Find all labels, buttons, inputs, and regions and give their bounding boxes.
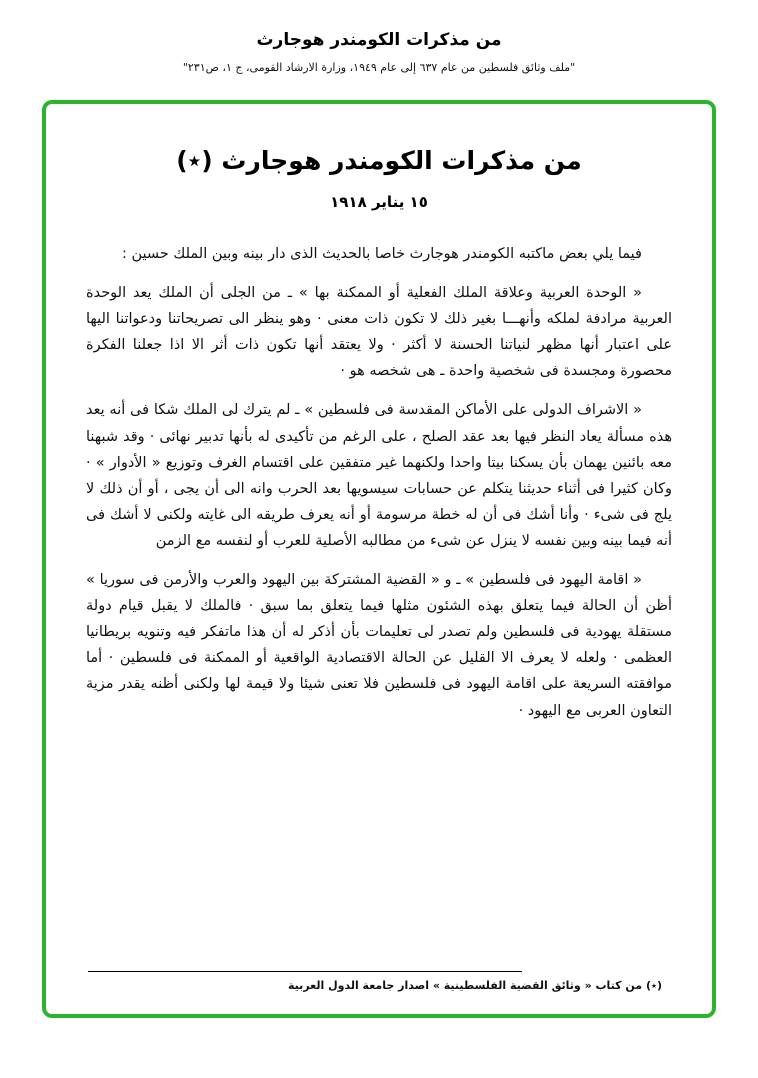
paragraph-jews-palestine: « اقامة اليهود فى فلسطين » ـ و « القضية المشتركة بين اليهود والعرب والأرمن فى سوريا » أظن أن الحالة فيما يتعلق بهذه الشئون مثلها فيما يتعلق بما سبق · فالملك لا يقبل قيام دولة مستقلة يهودية فى فلسطين ولم تصدر لى تعليمات بأن أذكر له أن هذا ماتفكر فيه وتنويه بريطانيا العظمى · ولعله لا يعرف الا القليل عن الحالة الاقتصادية الواقعية أو الممكنة فى فلسطين · أما موافقته السريعة على اقامة اليهود فى فلسطين فلا تعنى شيئا ولا قيمة لها ولكنى أظنه يقدر مزية التعاون العربى مع اليهود · [86,572,672,719]
document-title: من مذكرات الكومندر هوجارث (٭) [176,146,582,175]
paragraph-arab-unity: « الوحدة العربية وعلاقة الملك الفعلية أو الممكنة بها » ـ من الجلى أن الملك يعد الوحدة العربية مرادفة لملكه وأنهـــا بغير ذلك لا تكون ذات معنى · وهو ينظر الى تصريحاتنا ودعواتنا اليها على اعتبار أنها مظهر لنياتنا الحسنة لا أكثر · ولا يعتقد أنها تكون ذات أثر الا اذا جعلنا الفكرة محصورة ومجسدة فى شخصية واحدة ـ هى شخصه هو · [86,285,672,380]
footnote-text: (٭) من كتاب « وثائق القضية الفلسطينية » اصدار جامعة الدول العربية [288,979,662,992]
document-date: ١٥ يناير ١٩١٨ [330,193,428,211]
header-citation: "ملف وثائق فلسطين من عام ٦٣٧ إلى عام ١٩٤٩، وزارة الارشاد القومى، ج ١، ص٢٣١" [182,61,576,74]
document-green-box [42,100,716,1018]
document-body [86,241,672,737]
paragraph-intro: فيما يلي بعض ماكتبه الكومندر هوجارث خاصا بالحديث الذى دار بينه وبين الملك حسين : [121,246,642,262]
paragraph-holy-places: « الاشراف الدولى على الأماكن المقدسة فى فلسطين » ـ لم يترك لى الملك شكا فى أنه يعد هذه مسألة يعاد النظر فيها بعد عقد الصلح ، على الرغم من تأكيدى له بأنها تدبير نهائى · وقد شبهنا معه بائنين يهمان بأن يسكنا بيتا واحدا ولكنهما غير متفقين على اقتسام الغرف وتوزيع « الأدوار » · وكان كثيرا فى أثناء حديثنا يتكلم عن حسابات سيسويها بعد الحرب وانه الى أن يجى ، أو أن ذلك لا يلج فى شىء · وأنا أشك فى أن له خطة مرسومة أو أنه يعرف طريقه الى غايته ولكنى لا أشك فى أنه فيما بينه وبين نفسه لا ينزل عن شىء من مطالبه الأصلية للعرب أو لنفسه مع الزمن [86,402,672,549]
footnote-area [86,971,672,992]
page-header [0,0,758,74]
footnote-divider [88,971,522,972]
header-title: من مذكرات الكومندر هوجارث [256,30,502,50]
